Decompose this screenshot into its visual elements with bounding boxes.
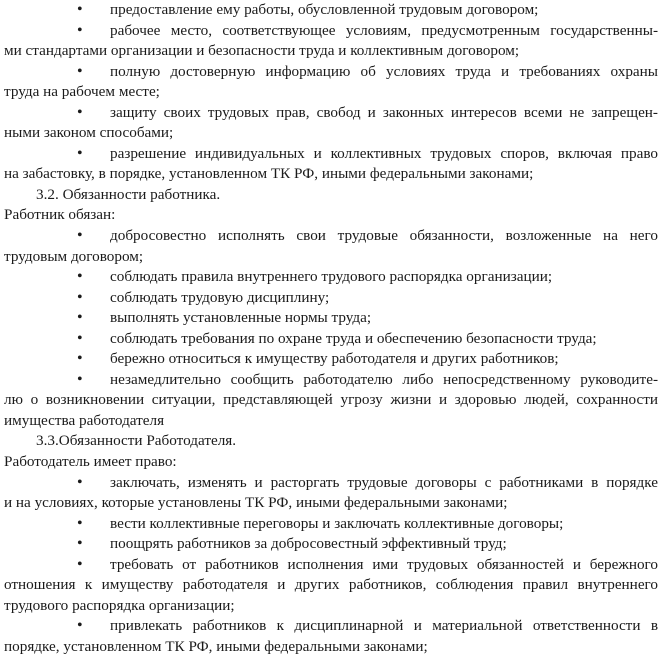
continuation-line	[0, 637, 662, 658]
line-text: предоставление ему работы, обусловленной трудовым договором;	[110, 1, 539, 18]
bullet-icon: •	[77, 555, 83, 573]
list-item-line	[0, 226, 662, 247]
list-item-line	[0, 21, 662, 42]
list-item-line	[0, 616, 662, 637]
line-text: 3.3.Обязанности Работодателя.	[36, 432, 237, 450]
bullet-icon: •	[77, 288, 83, 306]
line-text: выполнять установленные нормы труда;	[110, 309, 372, 327]
line-text: трудовым договором;	[4, 247, 144, 265]
bullet-icon: •	[77, 329, 83, 347]
line-text: ными законом способами;	[4, 124, 174, 142]
line-text: заключать, изменять и расторгать трудовые договоры с работниками в порядке	[110, 473, 658, 491]
line-text: поощрять работников за добросовестный эффективный труд;	[110, 535, 507, 553]
bullet-icon: •	[77, 103, 83, 121]
line-text: Работодатель имеет право:	[4, 453, 177, 471]
line-text: лю о возникновении ситуации, представляющей угрозу жизни и здоровью людей, сохранности	[4, 391, 658, 409]
continuation-line	[0, 390, 662, 411]
line-text: порядке, установленном ТК РФ, иными федеральными законами;	[4, 637, 428, 655]
line-text: труда на рабочем месте;	[4, 83, 160, 101]
line-text: рабочее место, соответствующее условиям, предусмотренным государственны-	[110, 21, 658, 39]
bullet-icon: •	[77, 309, 83, 327]
line-text: добросовестно исполнять свои трудовые обязанности, возложенные на него	[110, 227, 658, 245]
line-text: защиту своих трудовых прав, свобод и законных интересов всеми не запрещен-	[110, 103, 658, 121]
list-item-line	[0, 0, 662, 21]
bullet-icon: •	[77, 144, 83, 162]
bullet-icon: •	[77, 370, 83, 388]
line-text: 3.2. Обязанности работника.	[36, 185, 221, 203]
list-item-line	[0, 267, 662, 288]
line-text: и на условиях, которые установлены ТК РФ, иными федеральными законами;	[4, 494, 508, 512]
continuation-line	[0, 596, 662, 617]
intro-line	[0, 452, 662, 473]
bullet-icon: •	[77, 514, 83, 532]
list-item-line	[0, 288, 662, 309]
continuation-line	[0, 575, 662, 596]
continuation-line	[0, 82, 662, 103]
bullet-icon: •	[77, 21, 83, 39]
list-item-line	[0, 144, 662, 165]
continuation-line	[0, 247, 662, 268]
list-item-line	[0, 103, 662, 124]
list-item-line	[0, 473, 662, 494]
continuation-line	[0, 123, 662, 144]
continuation-line	[0, 411, 662, 432]
line-text: бережно относиться к имуществу работодателя и других работников;	[110, 350, 559, 368]
bullet-icon: •	[77, 617, 83, 635]
list-item-line	[0, 370, 662, 391]
line-text: отношения к имуществу работодателя и других работников, соблюдения правил внутреннего	[4, 576, 658, 594]
line-text: Работник обязан:	[4, 206, 116, 224]
line-text: ми стандартами организации и безопасности труда и коллективным договором;	[4, 42, 520, 60]
list-item-line	[0, 329, 662, 350]
line-text: соблюдать требования по охране труда и обеспечению безопасности труда;	[110, 329, 597, 347]
bullet-icon: •	[77, 350, 83, 368]
list-item-line	[0, 514, 662, 535]
list-item-line	[0, 534, 662, 555]
bullet-icon: •	[77, 1, 83, 18]
line-text: незамедлительно сообщить работодателю либо непосредственному руководите-	[110, 370, 658, 388]
list-item-line	[0, 555, 662, 576]
line-text: трудового распорядка организации;	[4, 596, 235, 614]
list-item-line	[0, 308, 662, 329]
line-text: полную достоверную информацию об условиях труда и требованиях охраны	[110, 62, 658, 80]
bullet-icon: •	[77, 268, 83, 286]
continuation-line	[0, 164, 662, 185]
bullet-icon: •	[77, 473, 83, 491]
bullet-icon: •	[77, 227, 83, 245]
intro-line	[0, 205, 662, 226]
line-text: соблюдать трудовую дисциплину;	[110, 288, 330, 306]
line-text: имущества работодателя	[4, 411, 165, 429]
line-text: требовать от работников исполнения ими трудовых обязанностей и бережного	[110, 555, 658, 573]
section-heading	[0, 431, 662, 452]
line-text: на забастовку, в порядке, установленном ТК РФ, иными федеральными законами;	[4, 165, 534, 183]
bullet-icon: •	[77, 62, 83, 80]
line-text: привлекать работников к дисциплинарной и материальной ответственности в	[110, 617, 658, 635]
bullet-icon: •	[77, 535, 83, 553]
line-text: вести коллективные переговоры и заключать коллективные договоры;	[110, 514, 564, 532]
section-heading	[0, 185, 662, 206]
list-item-line	[0, 62, 662, 83]
list-item-line	[0, 349, 662, 370]
continuation-line	[0, 493, 662, 514]
line-text: соблюдать правила внутреннего трудового распорядка организации;	[110, 268, 553, 286]
continuation-line	[0, 41, 662, 62]
line-text: разрешение индивидуальных и коллективных трудовых споров, включая право	[110, 144, 658, 162]
